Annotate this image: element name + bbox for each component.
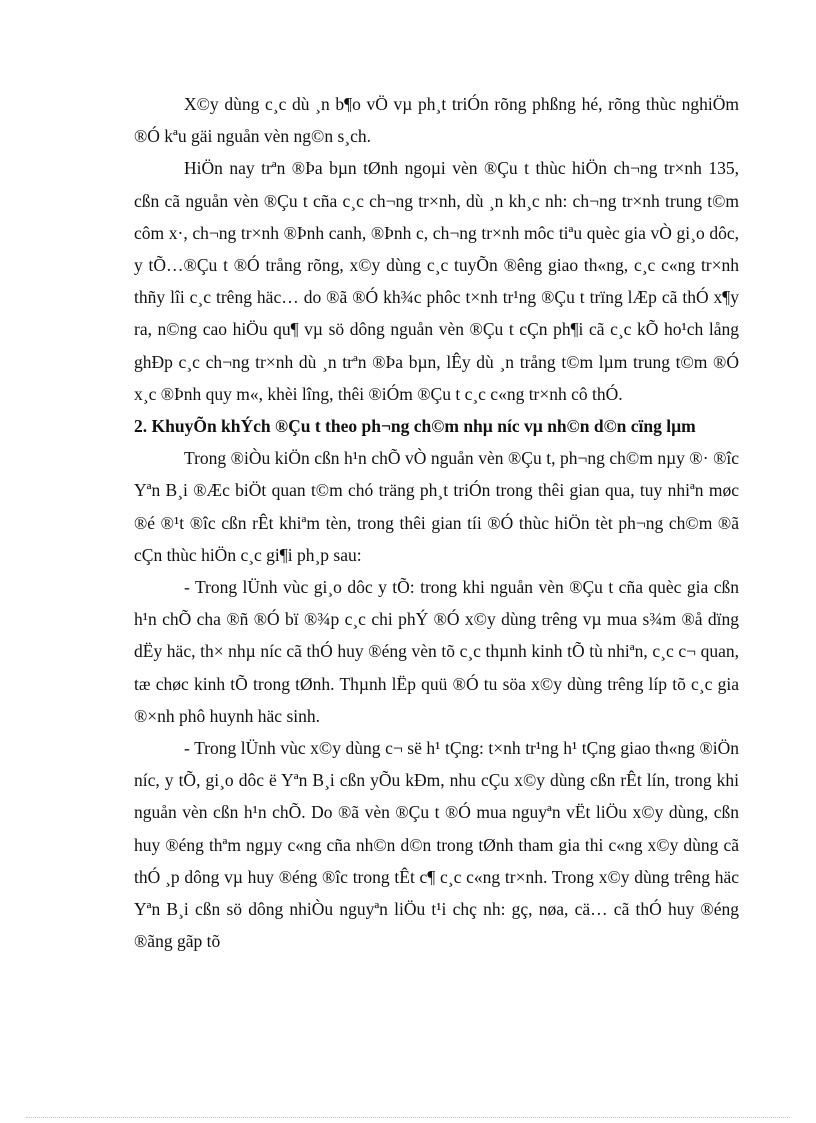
paragraph-3: Trong ®iÒu kiÖn cßn h¹n chÕ vÒ nguån vèn ®Çu t, ph¬ng ch©m nµy ®· ®îc Yªn B¸i ®Æc biÖt quan t©m chó träng ph¸t triÓn trong thêi gian qua, tuy nhiªn møc ®é ®¹t ®îc cßn rÊt khiªm tèn, trong thêi gian tíi ®Ó thùc hiÖn tèt ph¬ng ch©m ®ã cÇn thùc hiÖn c¸c gi¶i ph¸p sau: [134,448,739,565]
document-body [134,88,739,957]
paragraph-4: - Trong lÜnh vùc gi¸o dôc y tÕ: trong khi nguån vèn ®Çu t cña quèc gia cßn h¹n chÕ cha ®ñ ®Ó bï ®¾p c¸c chi phÝ ®Ó x©y dùng trêng vµ mua s¾m ®å dïng dËy häc, th× nhµ níc cã thÓ huy ®éng vèn tõ c¸c thµnh kinh tÕ tù nhiªn, c¸c c¬ quan, tæ chøc kinh tÕ trong tØnh. Thµnh lËp quü ®Ó tu söa x©y dùng trêng líp tõ c¸c gia ®×nh phô huynh häc sinh. [134,577,739,726]
paragraph-2: HiÖn nay trªn ®Þa bµn tØnh ngoµi vèn ®Çu t thùc hiÖn ch¬ng tr×nh 135, cßn cã nguån vèn ®Çu t cña c¸c ch¬ng tr×nh, dù ¸n kh¸c nh: ch¬ng tr×nh trung t©m côm x·, ch¬ng tr×nh ®Þnh canh, ®Þnh c, ch¬ng tr×nh môc tiªu quèc gia vÒ gi¸o dôc, y tÕ…®Çu t ®Ó trång rõng, x©y dùng c¸c tuyÕn ®êng giao th«ng, c¸c c«ng tr×nh thñy lîi c¸c trêng häc… do ®ã ®Ó kh¾c phôc t×nh tr¹ng ®Çu t trïng lÆp cã thÓ x¶y ra, n©ng cao hiÖu qu¶ vµ sö dông nguån vèn ®Çu t cÇn ph¶i cã c¸c kÕ ho¹ch lång ghÐp c¸c ch¬ng tr×nh dù ¸n trªn ®Þa bµn, lÊy dù ¸n trång t©m lµm trung t©m ®Ó x¸c ®Þnh quy m«, khèi lîng, thêi ®iÓm ®Çu t c¸c c«ng tr×nh cô thÓ. [134,158,739,404]
section-heading: 2. KhuyÕn khÝch ®Çu t theo ph¬ng ch©m nhµ níc vµ nh©n d©n cïng lµm [134,416,696,437]
paragraph-1: X©y dùng c¸c dù ¸n b¶o vÖ vµ ph¸t triÓn rõng phßng hé, rõng thùc nghiÖm ®Ó kªu gäi nguån vèn ng©n s¸ch. [134,94,739,147]
page-bottom-divider [26,1117,790,1118]
paragraph-5: - Trong lÜnh vùc x©y dùng c¬ së h¹ tÇng: t×nh tr¹ng h¹ tÇng giao th«ng ®iÖn níc, y tÕ, gi¸o dôc ë Yªn B¸i cßn yÕu kÐm, nhu cÇu x©y dùng cßn rÊt lín, trong khi nguån vèn cßn h¹n chÕ. Do ®ã vèn ®Çu t ®Ó mua nguyªn vËt liÖu x©y dùng, cßn huy ®éng thªm ngµy c«ng cña nh©n d©n trong tØnh tham gia thi c«ng x©y dùng cã thÓ ¸p dông vµ huy ®éng ®îc trong tÊt c¶ c¸c c«ng tr×nh. Trong x©y dùng trêng häc Yªn B¸i cßn sö dông nhiÒu nguyªn liÖu t¹i chç nh: gç, nøa, cä… cã thÓ huy ®éng ®ãng gãp tõ [134,738,739,952]
